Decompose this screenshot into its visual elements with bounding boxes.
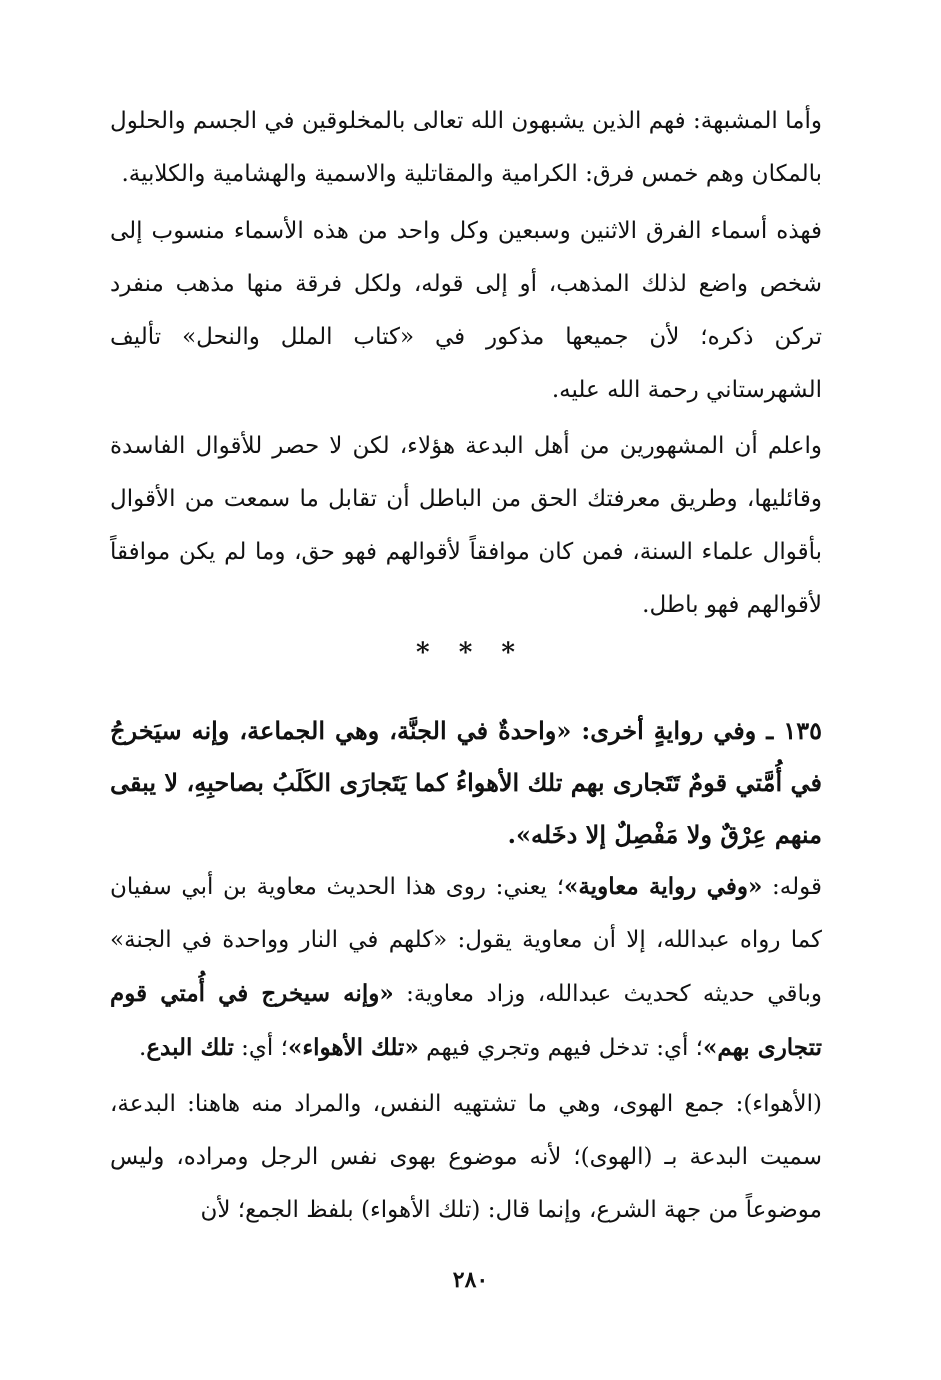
quoted-phrase: «تلك الأهواء» — [287, 1034, 419, 1061]
commentary-text: ؛ يعني: روى هذا الحديث معاوية بن أبي سفيان كما رواه عبدالله، إلا أن معاوية يقول: «كلهم في النار وواحدة في الجنة» وباقي حديثه كحديث عبدالله، وزاد معاوية: — [110, 874, 822, 1007]
commentary-text: ؛ أي: — [233, 1035, 288, 1061]
quoted-phrase: «وإنه سيخرج في أُمتي قوم تتجارى بهم» — [110, 980, 822, 1061]
section-separator: * * * — [416, 638, 525, 668]
commentary-text: ؛ أي: تدخل فيهم وتجري فيهم — [418, 1035, 703, 1061]
paragraph-text: (الأهواء): جمع الهوى، وهي ما تشتهيه النفس، والمراد منه هاهنا: البدعة، سميت البدعة بـ (الهوى)؛ لأنه موضوع بهوى نفس الرجل ومراده، وليس موضوعاً من جهة الشرع، وإنما قال: (تلك الأهواء) بلفظ الجمع؛ لأن — [110, 1091, 822, 1223]
quoted-phrase: «وفي رواية معاوية» — [564, 873, 763, 900]
paragraph-text: وأما المشبهة: فهم الذين يشبهون الله تعالى بالمخلوقين في الجسم والحلول بالمكان وهم خمس فرق: الكرامية والمقاتلية والاسمية والهشامية والكلابية. — [110, 108, 822, 187]
paragraph-text — [110, 860, 822, 1075]
commentary-text: . — [139, 1035, 147, 1061]
paragraph-sects-names — [110, 205, 822, 417]
paragraph-text: واعلم أن المشهورين من أهل البدعة هؤلاء، لكن لا حصر للأقوال الفاسدة وقائليها، وطريق معرفتك الحق من الباطل أن تقابل ما سمعت من الأقوال بأقوال علماء السنة، فمن كان موافقاً لأقوالهم فهو حق، وما لم يكن موافقاً لأقوالهم فهو باطل. — [110, 433, 822, 618]
commentary-intro: قوله: — [762, 874, 822, 900]
hadith-text: ١٣٥ ـ وفي روايةٍ أخرى: «واحدةٌ في الجنَّة، وهي الجماعة، وإنه سيَخرجُ في أُمَّتي قومٌ تَتَجارى بهم تلك الأهواءُ كما يَتَجارَى الكَلَبُ بصاحبِهِ، لا يبقى منهم عِرْقٌ ولا مَفْصِلٌ إلا دخَله». — [110, 716, 822, 849]
paragraph-text: فهذه أسماء الفرق الاثنين وسبعين وكل واحد من هذه الأسماء منسوب إلى شخص واضع لذلك المذهب، أو إلى قوله، ولكل فرقة منها مذهب منفرد تركن ذكره؛ لأن جميعها مذكور في «كتاب الملل والنحل» تأليف الشهرستاني رحمة الله عليه. — [110, 218, 822, 403]
paragraph-bida — [110, 420, 822, 632]
page-number: ٢٨٠ — [452, 1267, 489, 1293]
quoted-phrase: تلك البدع — [146, 1034, 234, 1061]
paragraph-commentary — [110, 860, 822, 1075]
paragraph-ahwa — [110, 1078, 822, 1237]
paragraph-mushabbiha — [110, 95, 822, 201]
